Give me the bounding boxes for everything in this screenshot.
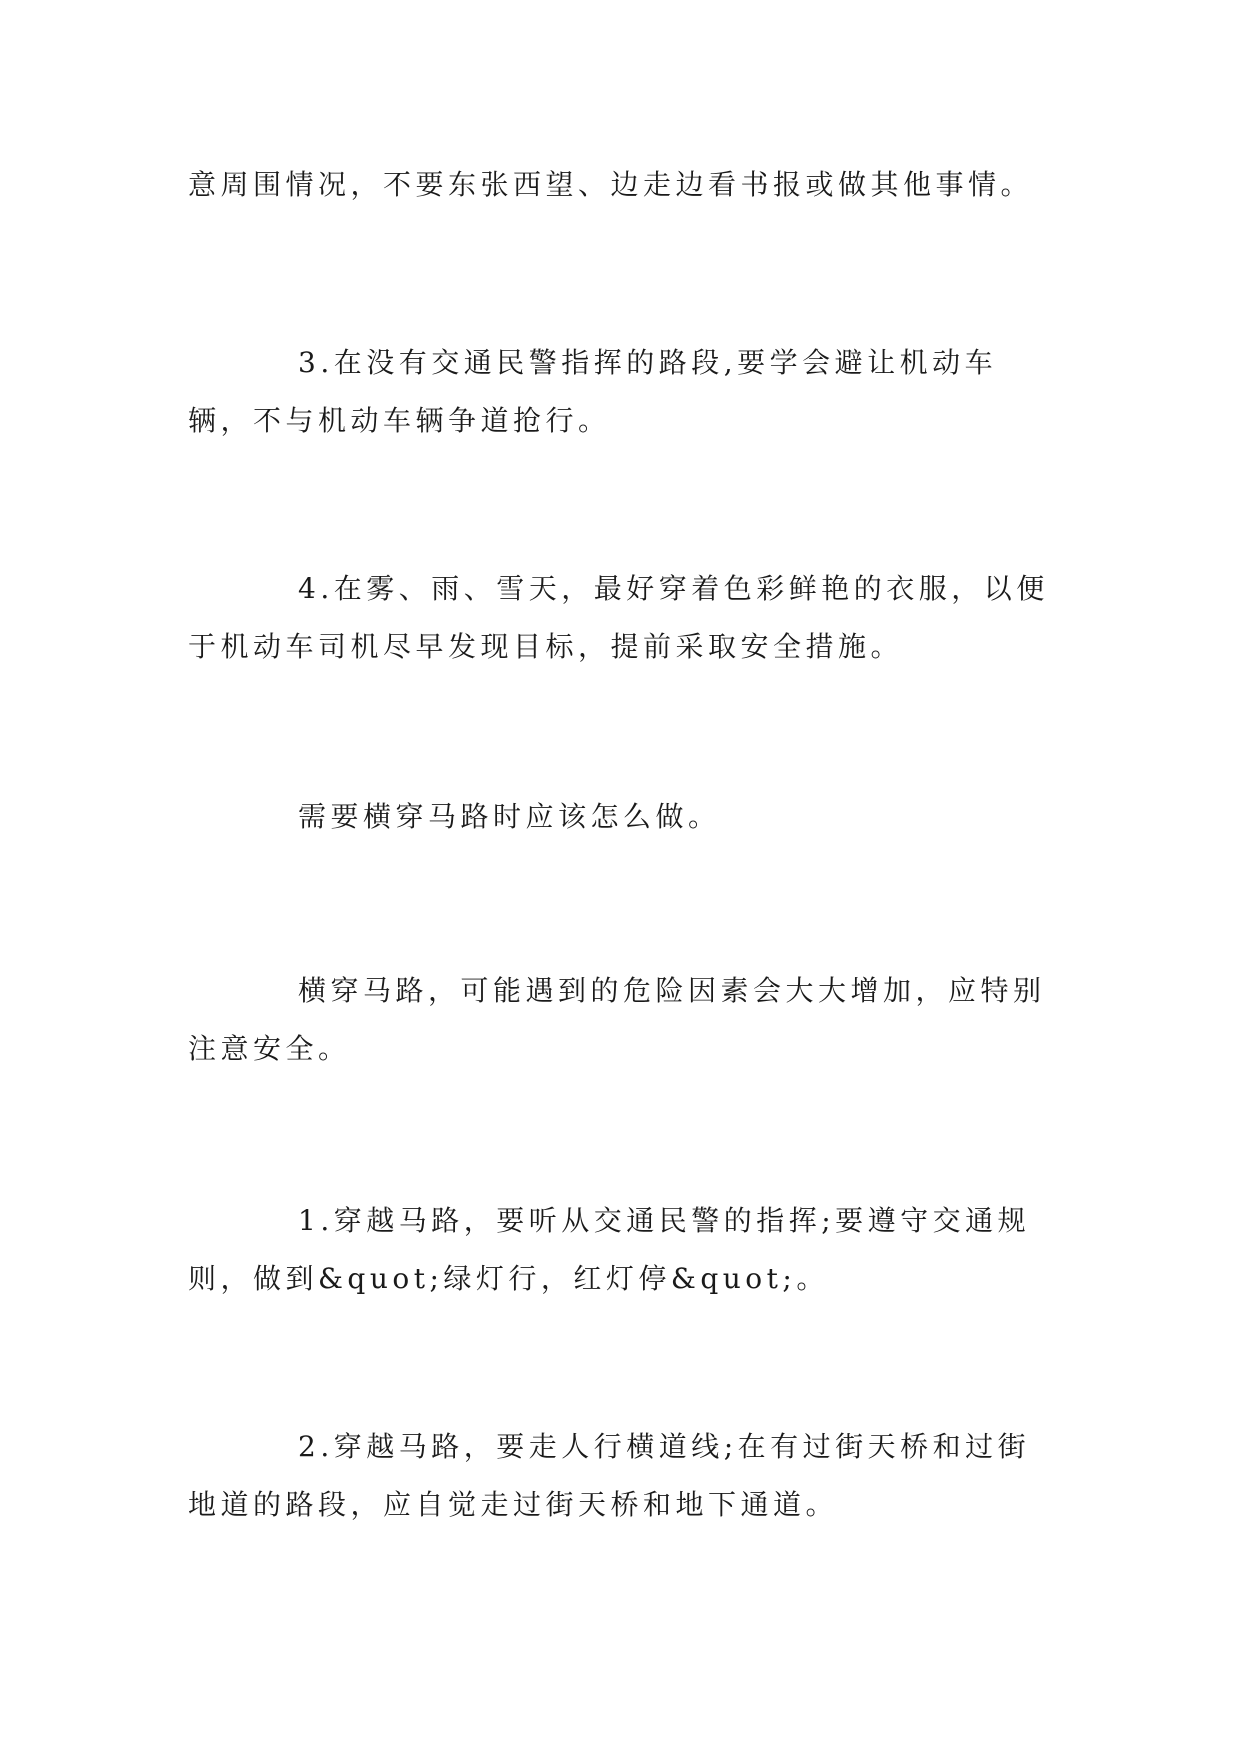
section-heading: 需要横穿马路时应该怎么做。 xyxy=(298,800,721,833)
paragraph-continuation: 意周围情况，不要东张西望、边走边看书报或做其他事情。 xyxy=(188,168,1034,201)
paragraph-intro: 横穿马路，可能遇到的危险因素会大大增加，应特别注意安全。 xyxy=(188,974,1046,1065)
paragraph-item-2: 2.穿越马路，要走人行横道线;在有过街天桥和过街地道的路段，应自觉走过街天桥和地下通道。 xyxy=(188,1430,1031,1521)
paragraph-item-1: 1.穿越马路，要听从交通民警的指挥;要遵守交通规则，做到&quot;绿灯行，红灯停&quot;。 xyxy=(188,1204,1031,1295)
paragraph-item-4: 4.在雾、雨、雪天，最好穿着色彩鲜艳的衣服，以便于机动车司机尽早发现目标，提前采取安全措施。 xyxy=(188,572,1049,663)
paragraph-item-3: 3.在没有交通民警指挥的路段,要学会避让机动车辆，不与机动车辆争道抢行。 xyxy=(188,346,998,437)
